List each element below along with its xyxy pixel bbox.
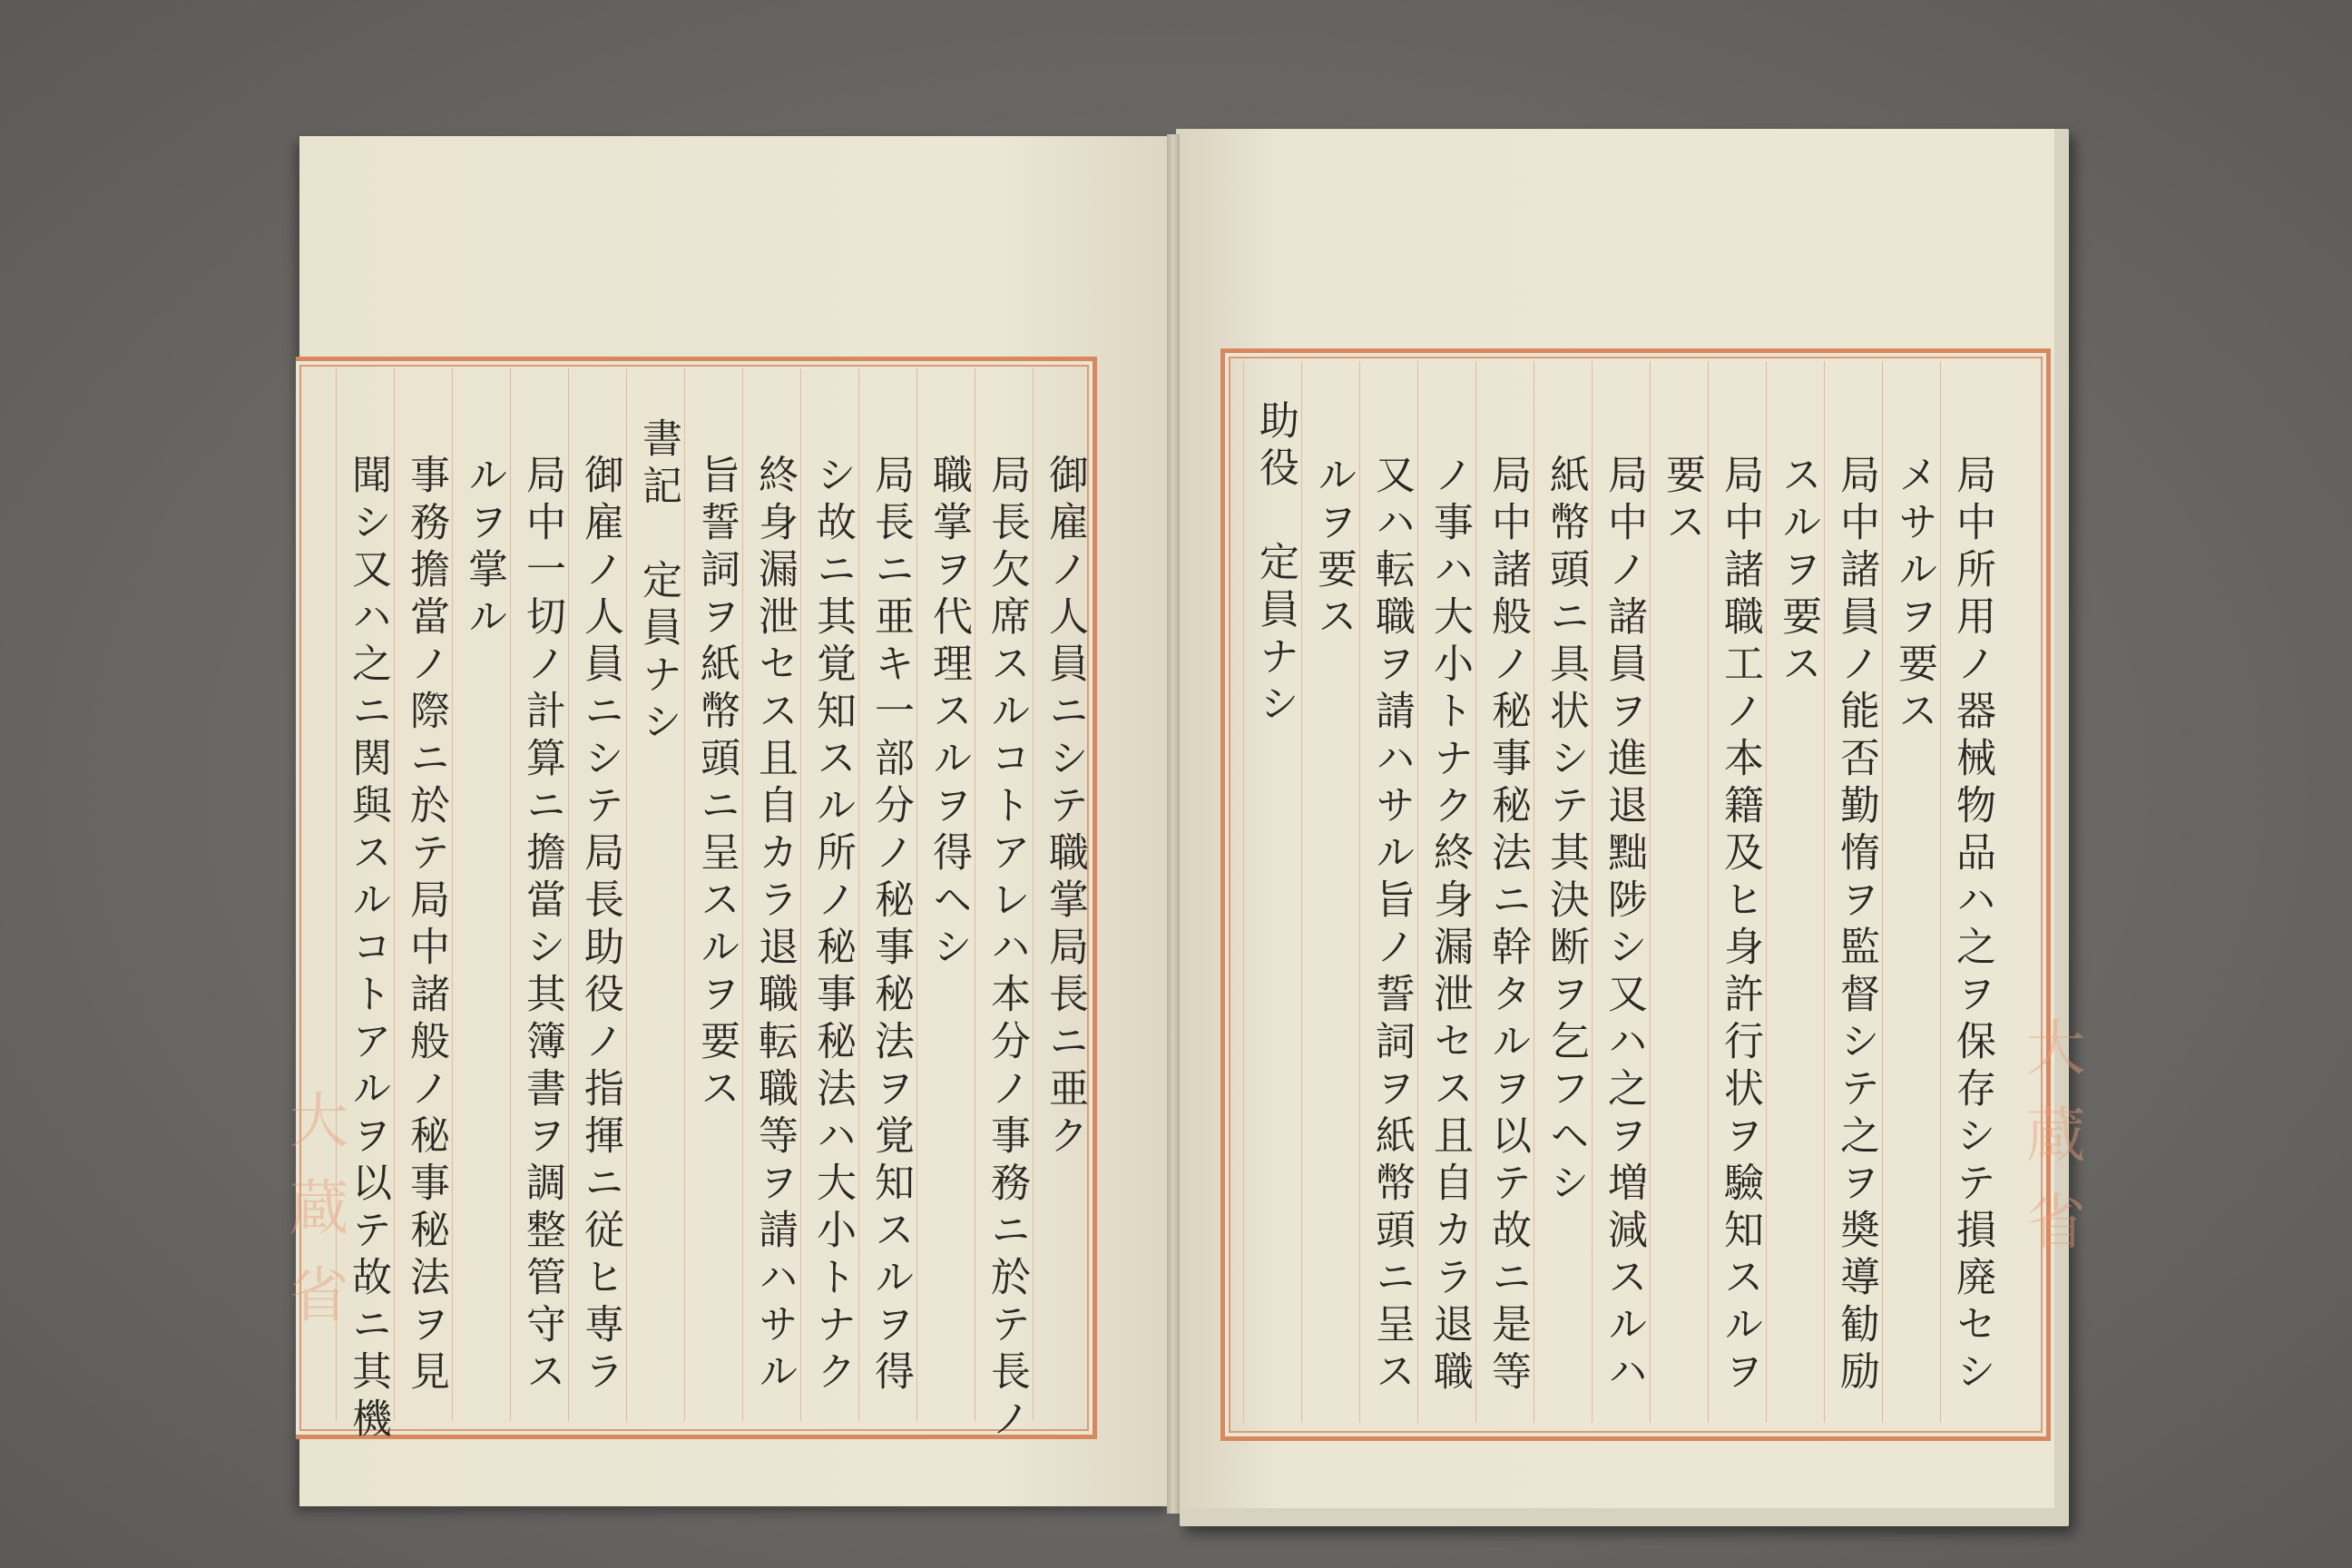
right-column-8: 紙幣頭ニ具状シテ其決断ヲ乞フヘシ [1543, 454, 1589, 1209]
right-column-5: 局中諸職工ノ本籍及ヒ身許行状ヲ驗知スルヲ [1717, 454, 1763, 1397]
right-column-12: ルヲ要ス [1310, 454, 1357, 642]
left-column-8: 書記 定員ナシ [635, 417, 681, 748]
left-column-6: 終身漏泄セス且自カラ退職転職等ヲ請ハサル [751, 454, 798, 1397]
left-column-10: 局中一切ノ計算ニ擔當シ其簿書ヲ調整管守ス [519, 454, 565, 1397]
left-column-11: ルヲ掌ル [461, 454, 507, 642]
left-column-1: 御雇ノ人員ニシテ職掌局長ニ亜ク [1042, 454, 1088, 1161]
left-column-3: 職掌ヲ代理スルヲ得ヘシ [926, 454, 972, 973]
left-column-7: 旨誓詞ヲ紙幣頭ニ呈スルヲ要ス [693, 454, 740, 1114]
left-column-13: 聞シ又ハ之ニ関與スルコトアルヲ以テ故ニ其機 [345, 454, 391, 1445]
book-gutter [1167, 134, 1180, 1514]
right-column-2: メサルヲ要ス [1891, 454, 1937, 737]
left-seal-stamp: 大蔵省 [279, 1089, 348, 1350]
right-column-10: ノ事ハ大小トナク終身漏泄セス且自カラ退職 [1426, 454, 1473, 1397]
right-column-9: 局中諸般ノ秘事秘法ニ幹タルヲ以テ故ニ是等 [1485, 454, 1531, 1397]
left-column-4: 局長ニ亜キ一部分ノ秘事秘法ヲ覚知スルヲ得 [867, 454, 914, 1397]
right-column-1: 局中所用ノ器械物品ハ之ヲ保存シテ損廃セシ [1949, 454, 1995, 1397]
right-column-4: スルヲ要ス [1775, 454, 1821, 690]
left-column-12: 事務擔當ノ際ニ於テ局中諸般ノ秘事秘法ヲ見 [403, 454, 449, 1397]
right-column-rule [1243, 361, 1244, 1423]
right-column-7: 局中ノ諸員ヲ進退黜陟シ又ハ之ヲ増減スルハ [1601, 454, 1647, 1397]
left-column-9: 御雇ノ人員ニシテ局長助役ノ指揮ニ従ヒ専ラ [577, 454, 623, 1397]
right-column-13: 助役 定員ナシ [1252, 399, 1298, 730]
left-column-2: 局長欠席スルコトアレハ本分ノ事務ニ於テ長ノ [984, 454, 1030, 1445]
left-column-5: シ故ニ其覚知スル所ノ秘事秘法ハ大小トナク [809, 454, 856, 1397]
right-column-6: 要ス [1659, 454, 1705, 548]
right-column-11: 又ハ転職ヲ請ハサル旨ノ誓詞ヲ紙幣頭ニ呈ス [1368, 454, 1415, 1397]
right-seal-stamp: 大蔵省 [2015, 1016, 2085, 1278]
right-column-3: 局中諸員ノ能否勤惰ヲ監督シテ之ヲ奬導勧励 [1833, 454, 1879, 1397]
